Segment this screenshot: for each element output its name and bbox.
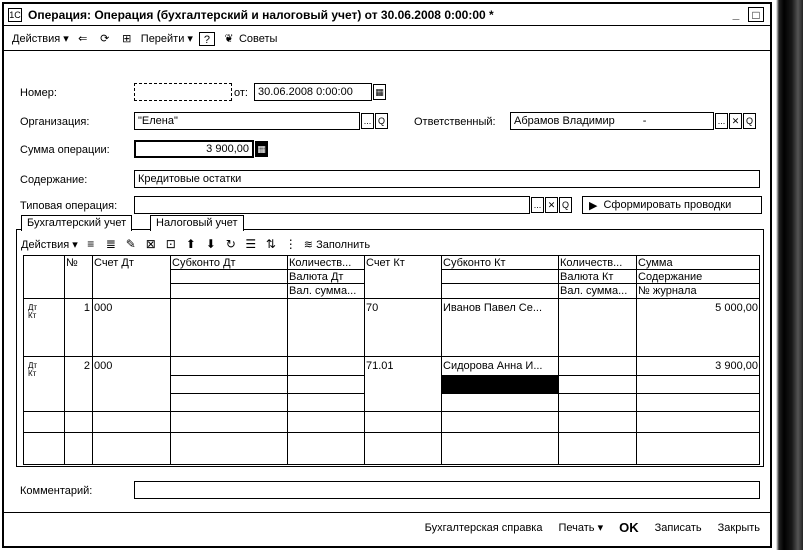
grid-toolbar xyxy=(21,234,370,254)
responsible-clear-icon[interactable]: ✕ xyxy=(729,113,742,129)
help-icon[interactable]: ? xyxy=(199,32,215,46)
col-header-account-kt[interactable]: Счет Кт xyxy=(366,257,405,269)
selected-cell[interactable] xyxy=(442,376,558,393)
back-arrow-icon[interactable]: ⇐ xyxy=(78,32,88,45)
tips-label: Советы xyxy=(238,32,278,45)
content-input[interactable]: Кредитовые остатки xyxy=(134,170,760,188)
row-amount[interactable]: 3 900,00 xyxy=(715,360,758,372)
amount-label: Сумма операции: xyxy=(20,144,110,156)
typical-operation-input[interactable] xyxy=(134,196,530,214)
close-button[interactable]: Закрыть xyxy=(717,521,760,534)
row-num: 2 xyxy=(83,360,90,372)
comment-label: Комментарий: xyxy=(20,485,93,497)
row-account-dt[interactable]: 000 xyxy=(94,360,113,372)
col-header-journal[interactable]: № журнала xyxy=(638,285,697,297)
date-from-label: от: xyxy=(234,87,248,99)
col-header-currency-dt[interactable]: Валюта Дт xyxy=(289,271,344,283)
recalc-icon[interactable]: ↻ xyxy=(225,237,236,251)
sort-icon[interactable]: ⇅ xyxy=(265,237,276,251)
responsible-value: Абрамов Владимир xyxy=(514,115,615,127)
title-bar xyxy=(4,4,770,26)
ok-button[interactable]: OK xyxy=(619,520,639,535)
organization-select-button[interactable]: ... xyxy=(361,113,374,129)
row-subconto-kt[interactable]: Сидорова Анна И... xyxy=(443,360,543,372)
organization-input[interactable]: "Елена" xyxy=(134,112,360,130)
row-account-dt[interactable]: 000 xyxy=(94,302,113,314)
col-header-amount[interactable]: Сумма xyxy=(638,257,673,269)
number-input[interactable] xyxy=(134,83,232,101)
responsible-label: Ответственный: xyxy=(414,116,496,128)
fill-icon: ≋ xyxy=(303,238,313,251)
col-header-subconto-dt[interactable]: Субконто Дт xyxy=(172,257,236,269)
organization-search-icon[interactable]: Q xyxy=(375,113,388,129)
typical-select-button[interactable]: ... xyxy=(531,197,544,213)
fill-button[interactable] xyxy=(304,238,370,251)
save-button[interactable]: Записать xyxy=(654,521,702,534)
responsible-separator: - xyxy=(642,115,647,127)
tips-button[interactable] xyxy=(221,32,277,46)
operation-window xyxy=(2,2,772,548)
comment-input[interactable] xyxy=(134,481,760,499)
refresh-icon[interactable]: ⟳ xyxy=(100,32,110,45)
goto-menu[interactable]: Перейти ▾ xyxy=(140,33,193,45)
filter-icon[interactable]: ⋮ xyxy=(284,237,297,251)
typical-search-icon[interactable]: Q xyxy=(559,197,572,213)
entry-row-icon: Дт Кт xyxy=(28,303,38,320)
number-label: Номер: xyxy=(20,87,57,99)
print-menu[interactable]: Печать ▾ xyxy=(558,522,604,534)
col-header-currency-kt[interactable]: Валюта Кт xyxy=(560,271,614,283)
actions-menu[interactable]: Действия ▾ xyxy=(12,33,69,45)
col-header-num[interactable]: № xyxy=(66,257,78,269)
organization-label: Организация: xyxy=(20,116,90,128)
tab-panel xyxy=(16,217,764,467)
generate-entries-label: Сформировать проводки xyxy=(603,199,732,211)
tab-tax[interactable]: Налоговый учет xyxy=(150,215,244,231)
col-header-cur-amount-kt[interactable]: Вал. сумма... xyxy=(560,285,628,297)
scan-edge-shadow xyxy=(776,0,803,550)
minimize-button[interactable]: _ xyxy=(732,7,740,21)
edit-row-icon[interactable]: ✎ xyxy=(125,237,136,251)
row-subconto-kt[interactable]: Иванов Павел Се... xyxy=(443,302,543,314)
row-amount[interactable]: 5 000,00 xyxy=(715,302,758,314)
col-header-cur-amount-dt[interactable]: Вал. сумма... xyxy=(289,285,357,297)
typical-operation-label: Типовая операция: xyxy=(20,200,118,212)
structure-icon[interactable]: ⊞ xyxy=(122,32,132,45)
generate-entries-button[interactable] xyxy=(582,196,762,214)
content-label: Содержание: xyxy=(20,174,88,186)
responsible-search-icon[interactable]: Q xyxy=(743,113,756,129)
typical-clear-icon[interactable]: ✕ xyxy=(545,197,558,213)
entry-row-icon: Дт Кт xyxy=(28,361,38,378)
responsible-select-button[interactable]: ... xyxy=(715,113,728,129)
list-icon[interactable]: ☰ xyxy=(245,237,257,251)
entries-table xyxy=(23,255,760,465)
row-account-kt[interactable]: 71.01 xyxy=(366,360,394,372)
accounting-reference-button[interactable]: Бухгалтерская справка xyxy=(424,521,543,534)
fill-label: Заполнить xyxy=(316,238,371,251)
end-edit-icon[interactable]: ⊡ xyxy=(165,237,176,251)
delete-row-icon[interactable]: ⊠ xyxy=(145,237,156,251)
calendar-icon[interactable]: ▦ xyxy=(373,84,386,100)
row-account-kt[interactable]: 70 xyxy=(366,302,379,314)
tab-accounting[interactable]: Бухгалтерский учет xyxy=(21,215,132,231)
amount-input[interactable]: 3 900,00 xyxy=(134,140,254,158)
move-down-icon[interactable]: ⬇ xyxy=(205,237,216,251)
date-input[interactable]: 30.06.2008 0:00:00 xyxy=(254,83,372,101)
app-icon: 1С xyxy=(9,9,21,20)
play-icon: ▶ xyxy=(589,199,598,212)
add-row-icon[interactable]: ≡ xyxy=(87,237,95,251)
restore-button[interactable]: □ xyxy=(748,7,764,22)
grid-actions-menu[interactable]: Действия ▾ xyxy=(21,238,78,251)
col-header-subconto-kt[interactable]: Субконто Кт xyxy=(443,257,506,269)
col-header-content[interactable]: Содержание xyxy=(638,271,703,283)
responsible-input[interactable] xyxy=(510,112,714,130)
tips-icon: ❦ xyxy=(224,32,234,45)
col-header-account-dt[interactable]: Счет Дт xyxy=(94,257,134,269)
move-up-icon[interactable]: ⬆ xyxy=(185,237,196,251)
bottom-button-bar xyxy=(4,512,770,542)
row-num: 1 xyxy=(83,302,90,314)
window-title: Операция: Операция (бухгалтерский и налоговый учет) от 30.06.2008 0:00:00 * xyxy=(28,7,494,22)
main-toolbar xyxy=(4,27,770,51)
col-header-qty-dt[interactable]: Количеств... xyxy=(289,257,352,269)
copy-row-icon[interactable]: ≣ xyxy=(105,237,116,251)
calculator-icon[interactable]: ▦ xyxy=(255,141,268,157)
col-header-qty-kt[interactable]: Количеств... xyxy=(560,257,623,269)
